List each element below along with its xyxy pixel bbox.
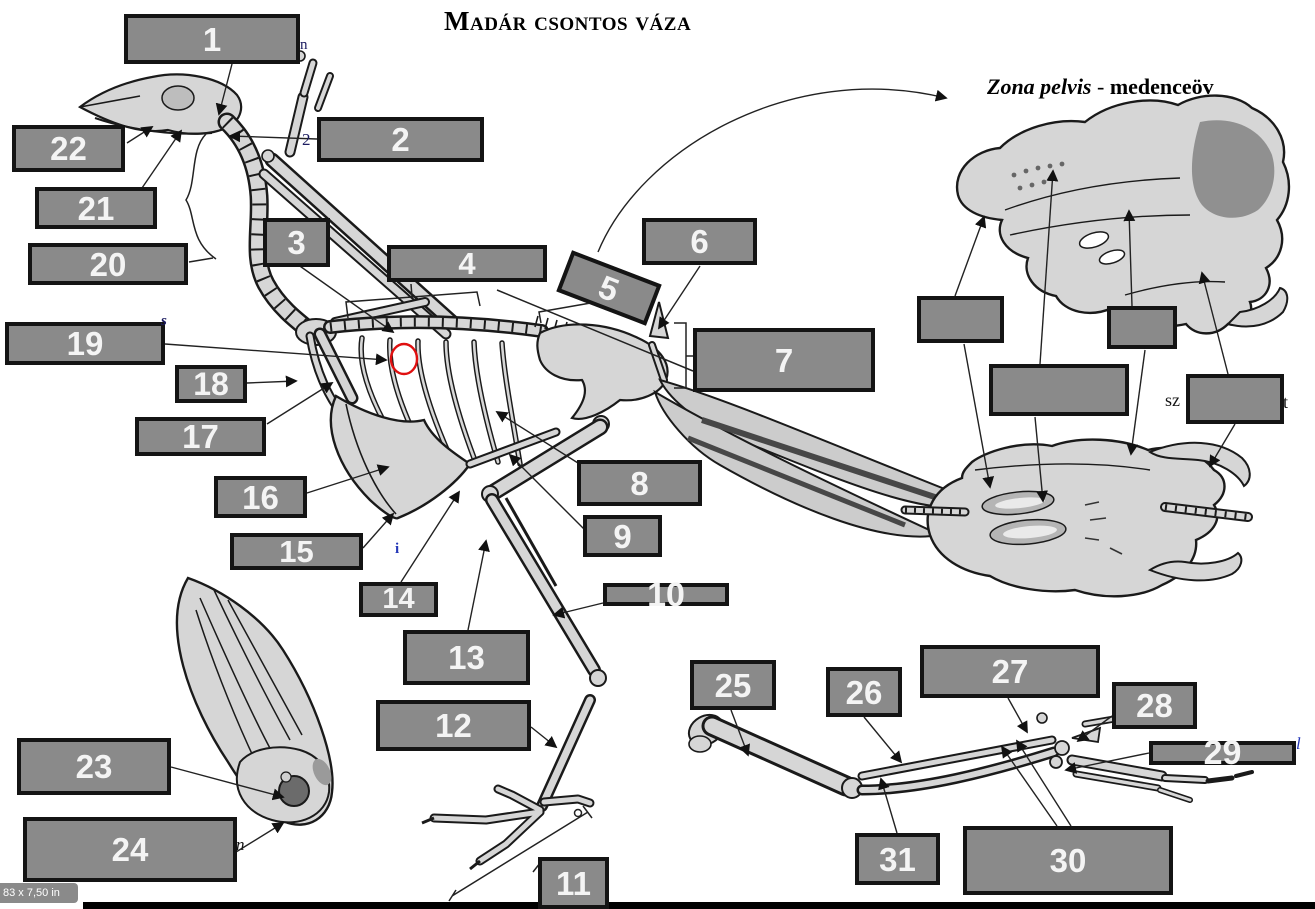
pelvis-label-box-4[interactable]: [1186, 374, 1284, 424]
label-box-22[interactable]: [12, 125, 125, 172]
label-box-19[interactable]: [5, 322, 165, 365]
label-box-13[interactable]: [403, 630, 530, 685]
label-number: 30: [1049, 842, 1087, 879]
red-highlight-circle: [391, 344, 417, 374]
label-box-1[interactable]: [124, 14, 300, 64]
zona-pelvis-latin: Zona pelvis: [987, 74, 1092, 99]
label-box-26[interactable]: [826, 667, 902, 717]
label-number: 24: [111, 831, 149, 868]
label-number: 2: [391, 121, 410, 158]
label-number: 13: [448, 639, 485, 676]
label-box-16[interactable]: [214, 476, 307, 518]
label-box-15[interactable]: [230, 533, 363, 570]
text-fragment-8: n: [236, 835, 245, 854]
label-number: 1: [202, 20, 222, 58]
folded-wing-bones: [262, 51, 452, 334]
pelvis-lateral-view: [957, 96, 1289, 334]
label-box-2[interactable]: [317, 117, 484, 162]
label-box-6[interactable]: [642, 218, 757, 265]
label-number: 25: [714, 666, 752, 704]
page-title: Madár csontos váza: [444, 6, 692, 36]
label-number: 8: [630, 464, 649, 502]
text-fragment-7: l: [1296, 734, 1301, 753]
label-number: 20: [89, 245, 127, 283]
label-number: 23: [75, 748, 113, 785]
label-box-10[interactable]: [603, 575, 729, 614]
text-fragment-1: n: [300, 37, 308, 53]
label-number: 31: [879, 840, 916, 878]
label-box-17[interactable]: [135, 417, 266, 456]
zona-pelvis-separator: -: [1091, 74, 1110, 99]
label-number: 4: [458, 246, 476, 281]
text-fragment-6: t: [1283, 392, 1289, 412]
label-number: 6: [690, 223, 709, 260]
label-box-7[interactable]: [693, 328, 875, 392]
label-box-27[interactable]: [920, 645, 1100, 698]
text-fragment-4: i: [395, 541, 400, 557]
label-box-9[interactable]: [583, 515, 662, 557]
label-number: 27: [991, 653, 1029, 690]
text-fragment-5: sz: [1165, 390, 1180, 410]
label-box-4[interactable]: [387, 245, 547, 282]
text-fragment-2: 2: [302, 130, 311, 149]
label-number: 7: [774, 341, 794, 379]
label-number: 26: [845, 673, 883, 711]
label-number: 14: [382, 583, 415, 615]
label-number: 17: [182, 418, 219, 455]
label-box-18[interactable]: [175, 365, 247, 403]
label-number: 10: [647, 575, 685, 614]
label-number: 29: [1203, 734, 1242, 772]
label-box-29[interactable]: [1149, 734, 1296, 772]
label-box-21[interactable]: [35, 187, 157, 229]
size-tooltip: 83 x 7,50 in: [0, 883, 78, 903]
label-box-3[interactable]: [263, 218, 330, 267]
label-number: 21: [77, 189, 115, 227]
label-number: 5: [593, 267, 625, 309]
label-box-14[interactable]: [359, 582, 438, 617]
label-number: 28: [1136, 687, 1173, 724]
sternum-keel: [331, 396, 556, 518]
label-box-11[interactable]: [538, 857, 609, 909]
label-number: 18: [193, 366, 229, 402]
zona-pelvis-heading: [987, 74, 1214, 100]
label-number: 16: [242, 478, 279, 516]
pelvis-label-box-3[interactable]: [1107, 306, 1177, 349]
label-box-20[interactable]: [28, 243, 188, 285]
label-box-25[interactable]: [690, 660, 776, 710]
label-box-30[interactable]: [963, 826, 1173, 895]
label-number: 11: [556, 864, 591, 902]
label-box-12[interactable]: [376, 700, 531, 751]
zona-pelvis-hungarian: medenceöv: [1109, 74, 1214, 99]
label-box-28[interactable]: [1112, 682, 1197, 729]
pelvis-dorsal-view: [905, 440, 1250, 597]
bottom-bar: [83, 902, 1315, 909]
label-number: 3: [287, 224, 306, 261]
label-number: 19: [66, 325, 104, 362]
text-fragment-3: s: [161, 313, 167, 329]
label-number: 12: [435, 707, 472, 744]
pelvis-label-box-2[interactable]: [989, 364, 1129, 416]
label-number: 9: [613, 517, 632, 555]
label-number: 22: [50, 130, 87, 167]
label-box-31[interactable]: [855, 833, 940, 885]
label-number: 15: [279, 534, 314, 569]
pelvis-label-box-1[interactable]: [917, 296, 1004, 343]
label-box-23[interactable]: [17, 738, 171, 795]
label-box-8[interactable]: [577, 460, 702, 506]
label-box-24[interactable]: [23, 817, 237, 882]
bird-skull-ventral: [177, 578, 335, 825]
